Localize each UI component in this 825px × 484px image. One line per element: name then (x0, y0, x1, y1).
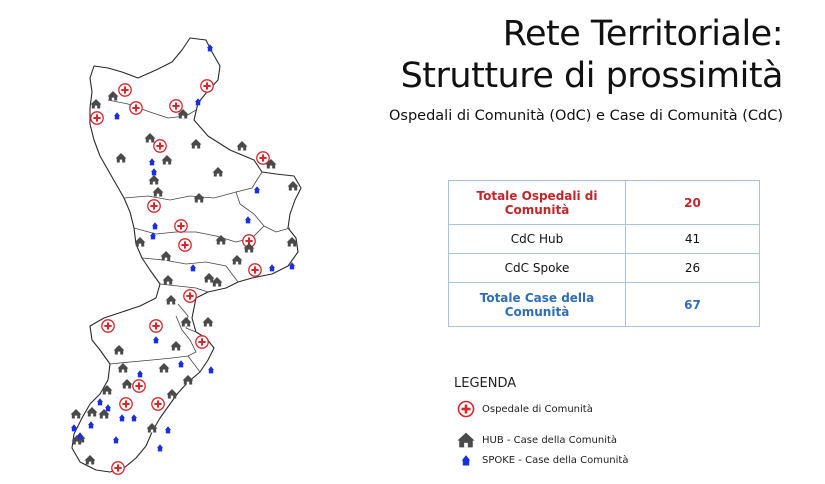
house-icon (456, 432, 476, 448)
summary-table (448, 180, 760, 327)
row-label-total-odc: Totale Ospedali di Comunità (449, 181, 626, 225)
table-row (449, 283, 760, 327)
row-value-total-odc: 20 (626, 181, 760, 225)
legend-label-spoke: SPOKE - Case della Comunità (482, 455, 629, 466)
row-value-total-cdc: 67 (626, 283, 760, 327)
legend-label-odc: Ospedale di Comunità (482, 404, 593, 415)
page-title-line-2: Strutture di prossimità (400, 56, 783, 96)
table-row (449, 225, 760, 254)
legend-title: LEGENDA (454, 376, 517, 391)
row-label-cdc-hub: CdC Hub (449, 225, 626, 254)
table-row (449, 254, 760, 283)
table-row (449, 181, 760, 225)
red-cross-circle-icon (456, 399, 476, 419)
small-blue-house-icon (456, 452, 476, 468)
row-label-total-cdc: Totale Case della Comunità (449, 283, 626, 327)
row-value-cdc-spoke: 26 (626, 254, 760, 283)
row-label-cdc-spoke: CdC Spoke (449, 254, 626, 283)
row-value-cdc-hub: 41 (626, 225, 760, 254)
page-subtitle: Ospedali di Comunità (OdC) e Case di Comunità (CdC) (388, 108, 783, 124)
legend-label-hub: HUB - Case della Comunità (482, 435, 618, 446)
page-title-line-1: Rete Territoriale: (502, 14, 783, 54)
